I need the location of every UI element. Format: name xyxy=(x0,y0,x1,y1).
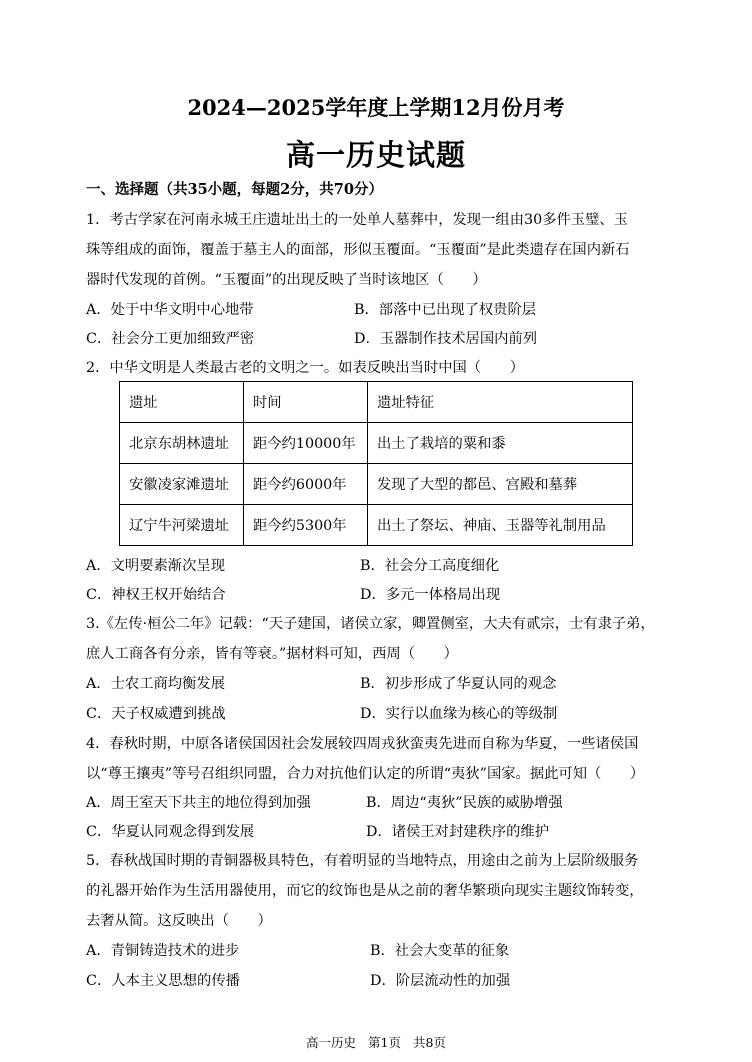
footer-subject: 高一历史 xyxy=(306,1035,357,1050)
question-1-option-b[interactable]: B．部落中已出现了权贵阶层 xyxy=(354,302,537,318)
question-4-line-2: 以“尊王攘夷”等号召组织同盟，合力对抗他们认定的所谓“夷狄”国家。据此可知（ ） xyxy=(86,766,645,782)
question-5-option-c[interactable]: C．人本主义思想的传播 xyxy=(86,973,240,989)
question-5-line-1: 5．春秋战国时期的青铜器极具特色，有着明显的当地特点，用途由之前为上层阶级服务 xyxy=(86,853,639,869)
question-5-option-d[interactable]: D．阶层流动性的加强 xyxy=(370,973,511,989)
table-cell: 发现了大型的都邑、宫殿和墓葬 xyxy=(368,464,633,505)
question-2-option-c[interactable]: C．神权王权开始结合 xyxy=(86,587,226,603)
question-4-option-d[interactable]: D．诸侯王对封建秩序的维护 xyxy=(366,824,550,840)
question-1-line-1: 1．考古学家在河南永城王庄遗址出土的一处单人墓葬中，发现一组由30多件玉璧、玉 xyxy=(86,212,628,228)
footer-total-pages: 共8页 xyxy=(412,1035,446,1050)
question-1-option-c[interactable]: C．社会分工更加细致严密 xyxy=(86,331,255,347)
table-header-cell: 遗址 xyxy=(120,382,244,423)
table-row xyxy=(120,505,633,546)
table-cell: 辽宁牛河梁遗址 xyxy=(120,505,244,546)
table-row xyxy=(120,423,633,464)
question-4-option-b[interactable]: B．周边“夷狄”民族的威胁增强 xyxy=(366,795,563,811)
question-4-option-c[interactable]: C．华夏认同观念得到发展 xyxy=(86,824,255,840)
table-cell: 距今约6000年 xyxy=(244,464,368,505)
subject-title: 高一历史试题 xyxy=(285,138,466,172)
question-3-line-1: 3.《左传·桓公二年》记载：“天子建国，诸侯立家，卿置侧室，大夫有贰宗，士有隶子弟， xyxy=(86,616,655,632)
question-1-line-3: 器时代发现的首例。“玉覆面”的出现反映了当时该地区（ ） xyxy=(86,272,487,288)
question-5-option-b[interactable]: B．社会大变革的征象 xyxy=(370,943,510,959)
table-header-cell: 遗址特征 xyxy=(368,382,633,423)
question-3-option-b[interactable]: B．初步形成了华夏认同的观念 xyxy=(360,676,557,692)
question-4-line-1: 4．春秋时期，中原各诸侯国因社会发展较四周戎狄蛮夷先进而自称为华夏，一些诸侯国 xyxy=(86,736,639,752)
section-heading: 一、选择题（共35小题，每题2分，共70分） xyxy=(86,181,383,198)
page-footer xyxy=(0,1033,752,1051)
question-1-option-d[interactable]: D．玉器制作技术居国内前列 xyxy=(354,331,538,347)
question-3-option-c[interactable]: C．天子权威遭到挑战 xyxy=(86,706,226,722)
exam-title: 2024—2025学年度上学期12月份月考 xyxy=(187,95,565,120)
table-cell: 北京东胡林遗址 xyxy=(120,423,244,464)
question-5-option-a[interactable]: A．青铜铸造技术的进步 xyxy=(86,943,240,959)
sites-table xyxy=(119,381,633,546)
question-2-line-1: 2．中华文明是人类最古老的文明之一。如表反映出当时中国（ ） xyxy=(86,360,524,376)
question-3-line-2: 庶人工商各有分亲，皆有等衰。”据材料可知，西周（ ） xyxy=(86,646,458,662)
table-cell: 安徽凌家滩遗址 xyxy=(120,464,244,505)
question-1-line-2: 珠等组成的面饰，覆盖于墓主人的面部，形似玉覆面。“玉覆面”是此类遗存在国内新石 xyxy=(86,242,630,258)
question-1-option-a[interactable]: A．处于中华文明中心地带 xyxy=(86,302,254,318)
table-cell: 距今约10000年 xyxy=(244,423,368,464)
question-4-option-a[interactable]: A．周王室天下共主的地位得到加强 xyxy=(86,795,311,811)
footer-page-number: 第1页 xyxy=(368,1035,401,1050)
question-2-option-d[interactable]: D．多元一体格局出现 xyxy=(360,587,501,603)
table-cell: 距今约5300年 xyxy=(244,505,368,546)
question-3-option-d[interactable]: D．实行以血缘为核心的等级制 xyxy=(360,706,558,722)
table-cell: 出土了栽培的粟和黍 xyxy=(368,423,633,464)
table-header-row xyxy=(120,382,633,423)
question-5-line-3: 去奢从简。这反映出（ ） xyxy=(86,913,272,929)
table-header-cell: 时间 xyxy=(244,382,368,423)
question-2-option-b[interactable]: B．社会分工高度细化 xyxy=(360,558,500,574)
question-3-option-a[interactable]: A．士农工商均衡发展 xyxy=(86,676,225,692)
question-2-option-a[interactable]: A．文明要素渐次呈现 xyxy=(86,558,225,574)
table-row xyxy=(120,464,633,505)
table-cell: 出土了祭坛、神庙、玉器等礼制用品 xyxy=(368,505,633,546)
question-5-line-2: 的礼器开始作为生活用器使用，而它的纹饰也是从之前的奢华繁琐向现实主题纹饰转变， xyxy=(86,883,644,899)
